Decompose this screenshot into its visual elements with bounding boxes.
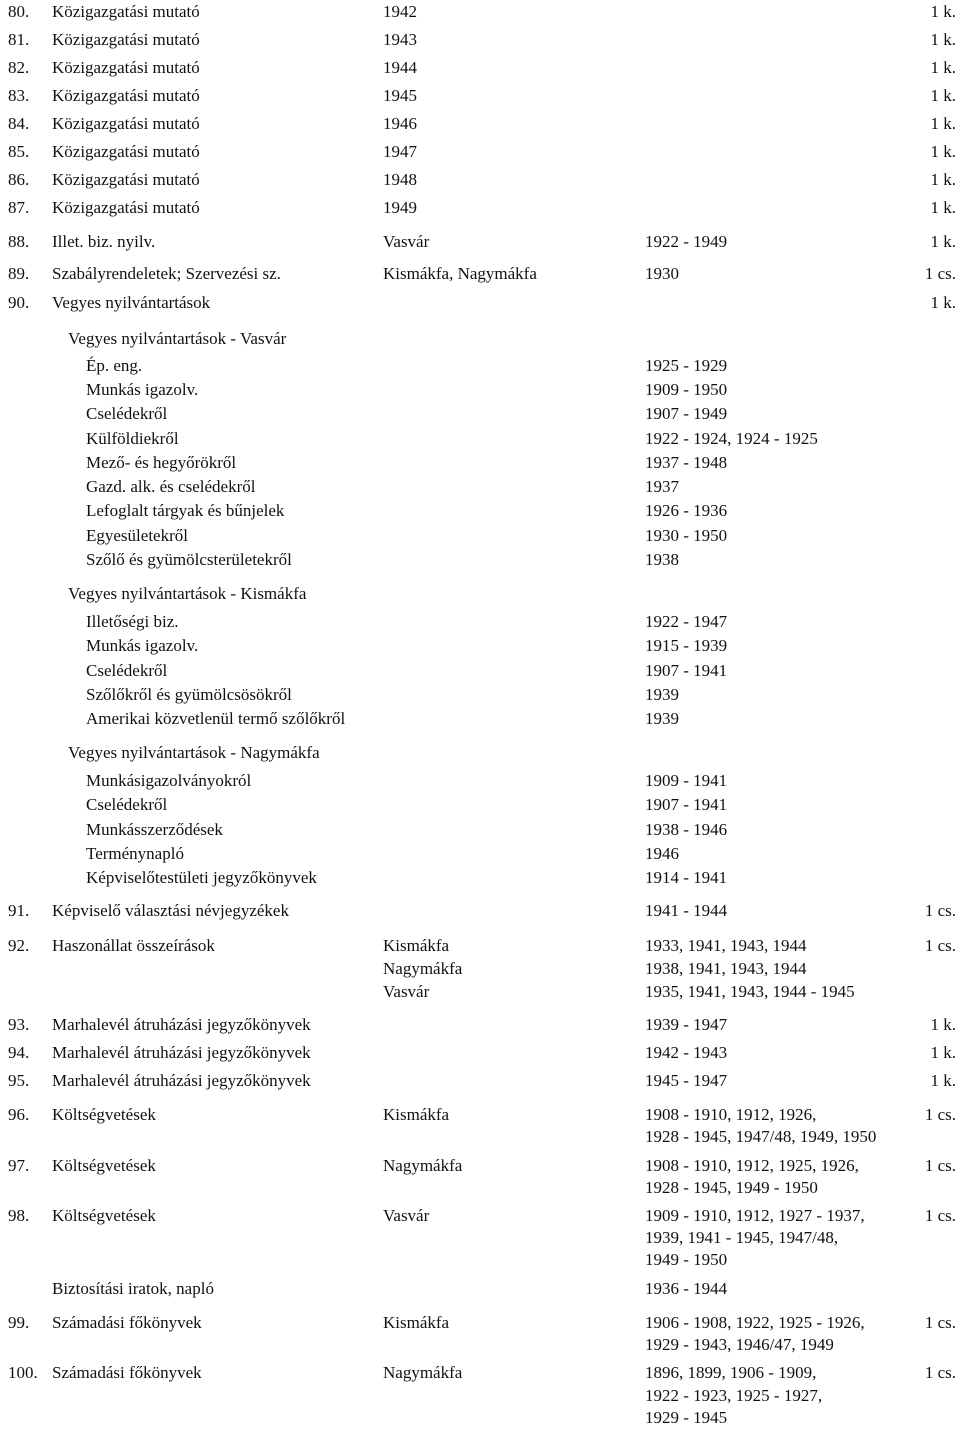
entry-subrow xyxy=(0,1249,960,1271)
entry-number: 82. xyxy=(8,58,30,77)
entry-title: Haszonállat összeírások xyxy=(52,936,215,955)
entry-number: 88. xyxy=(8,232,30,251)
entry-title: Közigazgatási mutató xyxy=(52,86,200,105)
entry-title: Képviselő választási névjegyzékek xyxy=(52,901,289,920)
entry-dates: 1938, 1941, 1943, 1944 xyxy=(645,959,807,978)
entry-row xyxy=(0,29,960,51)
entry-subrow xyxy=(0,770,960,792)
entry-dates: 1937 xyxy=(645,477,679,496)
entry-subrow xyxy=(0,1126,960,1148)
entry-location: Kismákfa xyxy=(383,936,450,955)
entry-title: Számadási főkönyvek xyxy=(52,1313,202,1332)
entry-quantity: 1 k. xyxy=(930,142,956,161)
entry-subrow xyxy=(0,328,960,350)
entry-subrow xyxy=(0,1227,960,1249)
entry-location: Nagymákfa xyxy=(383,1156,463,1175)
entry-subrow xyxy=(0,452,960,474)
entry-dates: 1909 - 1941 xyxy=(645,771,728,790)
entry-title: Biztosítási iratok, napló xyxy=(52,1279,214,1298)
entry-dates: 1928 - 1945, 1949 - 1950 xyxy=(645,1178,818,1197)
entry-location: Vasvár xyxy=(383,982,430,1001)
entry-dates: 1909 - 1910, 1912, 1927 - 1937, xyxy=(645,1206,865,1225)
entry-dates: 1896, 1899, 1906 - 1909, xyxy=(645,1363,817,1382)
entry-title: Számadási főkönyvek xyxy=(52,1363,202,1382)
entry-subrow xyxy=(0,1334,960,1356)
entry-subrow xyxy=(0,1278,960,1300)
entry-quantity: 1 cs. xyxy=(924,1156,956,1175)
sub-entry-title: Cselédekről xyxy=(86,661,168,680)
entry-row xyxy=(0,1,960,23)
entry-subrow xyxy=(0,549,960,571)
entry-location: Nagymákfa xyxy=(383,959,463,978)
sub-entry-title: Ép. eng. xyxy=(86,356,143,375)
entry-title: Közigazgatási mutató xyxy=(52,58,200,77)
entry-dates: 1939 xyxy=(645,685,679,704)
sub-entry-title: Terménynapló xyxy=(86,844,184,863)
entry-dates: 1908 - 1910, 1912, 1926, xyxy=(645,1105,817,1124)
entry-quantity: 1 cs. xyxy=(924,1363,956,1382)
entry-title: Közigazgatási mutató xyxy=(52,142,200,161)
entry-title: Közigazgatási mutató xyxy=(52,170,200,189)
entry-dates: 1939 xyxy=(645,709,679,728)
entry-subrow xyxy=(0,355,960,377)
entry-row xyxy=(0,1014,960,1036)
entry-dates: 1922 - 1947 xyxy=(645,612,728,631)
entry-year: 1943 xyxy=(383,30,417,49)
entry-dates: 1929 - 1943, 1946/47, 1949 xyxy=(645,1335,834,1354)
entry-subrow xyxy=(0,684,960,706)
entry-subrow xyxy=(0,843,960,865)
entry-dates: 1907 - 1949 xyxy=(645,404,728,423)
entry-title: Közigazgatási mutató xyxy=(52,2,200,21)
entry-title: Marhalevél átruházási jegyzőkönyvek xyxy=(52,1015,311,1034)
entry-dates: 1941 - 1944 xyxy=(645,901,728,920)
entry-dates: 1922 - 1923, 1925 - 1927, xyxy=(645,1386,823,1405)
entry-number: 99. xyxy=(8,1313,30,1332)
entry-row xyxy=(0,1312,960,1334)
entry-row xyxy=(0,113,960,135)
entry-row xyxy=(0,197,960,219)
entry-dates: 1938 xyxy=(645,550,679,569)
entry-subrow xyxy=(0,611,960,633)
entry-dates: 1922 - 1924, 1924 - 1925 xyxy=(645,429,818,448)
entry-title: Közigazgatási mutató xyxy=(52,30,200,49)
entry-row xyxy=(0,169,960,191)
entry-number: 80. xyxy=(8,2,30,21)
entry-row xyxy=(0,1155,960,1177)
entry-quantity: 1 k. xyxy=(930,293,956,312)
entry-dates: 1939, 1941 - 1945, 1947/48, xyxy=(645,1228,839,1247)
entry-title: Marhalevél átruházási jegyzőkönyvek xyxy=(52,1043,311,1062)
entry-dates: 1915 - 1939 xyxy=(645,636,728,655)
entry-subrow xyxy=(0,958,960,980)
sub-entry-title: Szőlő és gyümölcsterületekről xyxy=(86,550,292,569)
group-heading: Vegyes nyilvántartások - Kismákfa xyxy=(68,584,307,603)
entry-dates: 1914 - 1941 xyxy=(645,868,728,887)
entry-dates: 1926 - 1936 xyxy=(645,501,728,520)
entry-number: 100. xyxy=(8,1363,38,1382)
entry-title: Költségvetések xyxy=(52,1156,156,1175)
entry-row xyxy=(0,1042,960,1064)
entry-row xyxy=(0,935,960,957)
entry-location: Kismákfa xyxy=(383,1105,450,1124)
entry-number: 87. xyxy=(8,198,30,217)
entry-row xyxy=(0,85,960,107)
entry-quantity: 1 k. xyxy=(930,86,956,105)
entry-row xyxy=(0,263,960,285)
entry-dates: 1946 xyxy=(645,844,679,863)
entry-row xyxy=(0,1104,960,1126)
entry-subrow xyxy=(0,525,960,547)
entry-location: Kismákfa, Nagymákfa xyxy=(383,264,537,283)
entry-quantity: 1 cs. xyxy=(924,1105,956,1124)
entry-dates: 1935, 1941, 1943, 1944 - 1945 xyxy=(645,982,855,1001)
entry-subrow xyxy=(0,476,960,498)
entry-title: Vegyes nyilvántartások xyxy=(52,293,211,312)
entry-number: 81. xyxy=(8,30,30,49)
entry-year: 1945 xyxy=(383,86,417,105)
sub-entry-title: Lefoglalt tárgyak és bűnjelek xyxy=(86,501,285,520)
entry-quantity: 1 cs. xyxy=(924,901,956,920)
entry-dates: 1906 - 1908, 1922, 1925 - 1926, xyxy=(645,1313,865,1332)
entry-row xyxy=(0,1362,960,1384)
entry-dates: 1908 - 1910, 1912, 1925, 1926, xyxy=(645,1156,859,1175)
entry-subrow xyxy=(0,1177,960,1199)
entry-number: 95. xyxy=(8,1071,30,1090)
sub-entry-title: Illetőségi biz. xyxy=(86,612,179,631)
sub-entry-title: Cselédekről xyxy=(86,795,168,814)
sub-entry-title: Munkásigazolványokról xyxy=(86,771,252,790)
entry-year: 1942 xyxy=(383,2,417,21)
entry-quantity: 1 cs. xyxy=(924,264,956,283)
entry-dates: 1945 - 1947 xyxy=(645,1071,728,1090)
entry-location: Kismákfa xyxy=(383,1313,450,1332)
entry-number: 93. xyxy=(8,1015,30,1034)
sub-entry-title: Munkásszerződések xyxy=(86,820,223,839)
entry-title: Marhalevél átruházási jegyzőkönyvek xyxy=(52,1071,311,1090)
entry-subrow xyxy=(0,403,960,425)
entry-dates: 1938 - 1946 xyxy=(645,820,728,839)
entry-quantity: 1 k. xyxy=(930,170,956,189)
group-heading: Vegyes nyilvántartások - Vasvár xyxy=(68,329,287,348)
entry-row xyxy=(0,292,960,314)
entry-number: 89. xyxy=(8,264,30,283)
entry-number: 94. xyxy=(8,1043,30,1062)
group-heading: Vegyes nyilvántartások - Nagymákfa xyxy=(68,743,320,762)
sub-entry-title: Gazd. alk. és cselédekről xyxy=(86,477,256,496)
entry-number: 98. xyxy=(8,1206,30,1225)
entry-title: Szabályrendeletek; Szervezési sz. xyxy=(52,264,281,283)
entry-title: Költségvetések xyxy=(52,1105,156,1124)
entry-quantity: 1 k. xyxy=(930,232,956,251)
entry-subrow xyxy=(0,981,960,1003)
entry-quantity: 1 k. xyxy=(930,30,956,49)
entry-number: 85. xyxy=(8,142,30,161)
entry-quantity: 1 k. xyxy=(930,58,956,77)
entry-location: Vasvár xyxy=(383,1206,430,1225)
entry-dates: 1907 - 1941 xyxy=(645,795,728,814)
entry-quantity: 1 k. xyxy=(930,1015,956,1034)
entry-quantity: 1 k. xyxy=(930,1043,956,1062)
entry-dates: 1936 - 1944 xyxy=(645,1279,728,1298)
entry-location: Vasvár xyxy=(383,232,430,251)
entry-number: 86. xyxy=(8,170,30,189)
sub-entry-title: Szőlőkről és gyümölcsösökről xyxy=(86,685,292,704)
entry-number: 83. xyxy=(8,86,30,105)
entry-dates: 1933, 1941, 1943, 1944 xyxy=(645,936,807,955)
sub-entry-title: Külföldiekről xyxy=(86,429,179,448)
entry-subrow xyxy=(0,500,960,522)
entry-subrow xyxy=(0,742,960,764)
entry-subrow xyxy=(0,708,960,730)
entry-location: Nagymákfa xyxy=(383,1363,463,1382)
sub-entry-title: Munkás igazolv. xyxy=(86,380,199,399)
entry-subrow xyxy=(0,1385,960,1407)
entry-number: 91. xyxy=(8,901,30,920)
entry-title: Illet. biz. nyilv. xyxy=(52,232,156,251)
entry-subrow xyxy=(0,794,960,816)
entry-subrow xyxy=(0,867,960,889)
entry-number: 96. xyxy=(8,1105,30,1124)
entry-subrow xyxy=(0,379,960,401)
entry-dates: 1930 - 1950 xyxy=(645,526,728,545)
entry-year: 1944 xyxy=(383,58,417,77)
entry-quantity: 1 cs. xyxy=(924,1313,956,1332)
entry-dates: 1925 - 1929 xyxy=(645,356,728,375)
entry-dates: 1929 - 1945 xyxy=(645,1408,728,1427)
entry-dates: 1937 - 1948 xyxy=(645,453,728,472)
entry-dates: 1928 - 1945, 1947/48, 1949, 1950 xyxy=(645,1127,877,1146)
entry-year: 1947 xyxy=(383,142,417,161)
entry-subrow xyxy=(0,660,960,682)
sub-entry-title: Amerikai közvetlenül termő szőlőkről xyxy=(86,709,346,728)
entry-row xyxy=(0,1205,960,1227)
entry-subrow xyxy=(0,635,960,657)
entry-dates: 1922 - 1949 xyxy=(645,232,728,251)
entry-subrow xyxy=(0,428,960,450)
entry-row xyxy=(0,1070,960,1092)
entry-title: Költségvetések xyxy=(52,1206,156,1225)
entry-subrow xyxy=(0,1407,960,1429)
entry-number: 97. xyxy=(8,1156,30,1175)
entry-year: 1949 xyxy=(383,198,417,217)
entry-quantity: 1 k. xyxy=(930,1071,956,1090)
entry-quantity: 1 k. xyxy=(930,2,956,21)
entry-title: Közigazgatási mutató xyxy=(52,114,200,133)
entry-quantity: 1 k. xyxy=(930,198,956,217)
entry-row xyxy=(0,900,960,922)
sub-entry-title: Cselédekről xyxy=(86,404,168,423)
entry-year: 1948 xyxy=(383,170,417,189)
entry-title: Közigazgatási mutató xyxy=(52,198,200,217)
sub-entry-title: Mező- és hegyőrökről xyxy=(86,453,237,472)
entry-number: 92. xyxy=(8,936,30,955)
entry-row xyxy=(0,57,960,79)
entry-dates: 1930 xyxy=(645,264,679,283)
entry-dates: 1949 - 1950 xyxy=(645,1250,728,1269)
entry-number: 90. xyxy=(8,293,30,312)
entry-number: 84. xyxy=(8,114,30,133)
entry-subrow xyxy=(0,819,960,841)
entry-quantity: 1 k. xyxy=(930,114,956,133)
entry-dates: 1942 - 1943 xyxy=(645,1043,728,1062)
entry-row xyxy=(0,231,960,253)
entry-dates: 1907 - 1941 xyxy=(645,661,728,680)
entry-dates: 1939 - 1947 xyxy=(645,1015,728,1034)
entry-dates: 1909 - 1950 xyxy=(645,380,728,399)
entry-row xyxy=(0,141,960,163)
sub-entry-title: Egyesületekről xyxy=(86,526,188,545)
entry-subrow xyxy=(0,583,960,605)
sub-entry-title: Képviselőtestületi jegyzőkönyvek xyxy=(86,868,317,887)
entry-quantity: 1 cs. xyxy=(924,1206,956,1225)
sub-entry-title: Munkás igazolv. xyxy=(86,636,199,655)
entry-year: 1946 xyxy=(383,114,417,133)
entry-quantity: 1 cs. xyxy=(924,936,956,955)
